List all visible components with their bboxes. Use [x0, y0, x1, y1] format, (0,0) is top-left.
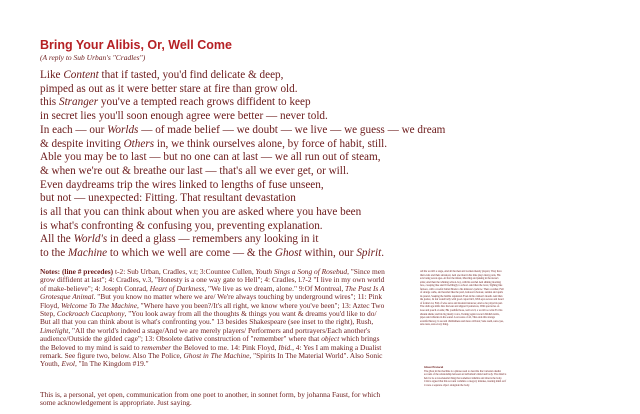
poem-line: pimped as out as it were better stare at fire than grow old.: [40, 82, 298, 95]
poem-line: is what's confronting & confusing you, preventing explanation.: [40, 219, 323, 232]
poem-line: & despite inviting Others in, we think ourselves alone, by force of habit, still.: [40, 137, 388, 150]
dualism-inset: [424, 366, 508, 402]
poem-line: in secret lies you'll soon enough agree were better — never told.: [40, 110, 328, 123]
emphasized-word: Stranger: [58, 96, 99, 109]
cited-title: Heart of Darkness: [149, 283, 205, 293]
dualism-inset-title: Ghost Protocol: [424, 366, 444, 369]
cited-title: Limelight: [40, 325, 69, 335]
dualism-inset-text: The ghost in the machine is a phrase used to describe the Cartesian dualist account of the relationship between an individual's mind and body. The mind is held to be a non-material thing that somehow inhabits and directs the body. Critics argued that this account commits a category mistake, treating mind as if it were a separate object alongside the body.: [424, 369, 507, 387]
poem-subtitle: (A reply to Sub Urban's "Cradles"): [40, 53, 146, 62]
notes-section: [40, 268, 386, 369]
cited-title: Ghost in The Machine: [183, 351, 250, 361]
cited-title: remember: [141, 342, 172, 352]
cited-title: Ibid.: [278, 342, 293, 352]
poem-line: but not — unexpected: Fitting. That resultant devastation: [40, 192, 296, 205]
poem-line: & when we're out & breathe our last — that's all we ever get, or will.: [40, 164, 349, 177]
emphasized-word: World's: [73, 233, 108, 246]
poem-line: to the Machine to which we well are come — & the Ghost within, our Spirit.: [40, 247, 384, 260]
cited-title: Cockroach Cacaphony: [56, 309, 125, 319]
cited-title: Welcome To The Machine: [60, 300, 137, 310]
cited-title: The Past Is A Grotesque Animal: [40, 283, 385, 302]
emphasized-word: Ghost: [274, 247, 302, 260]
poem-line: Even daydreams trip the wires linked to lengths of fuse unseen,: [40, 178, 324, 191]
emphasized-word: Others: [123, 137, 155, 150]
poem-title: Bring Your Alibis, Or, Well Come: [40, 38, 232, 52]
notes-body: t-2: Sub Urban, Cradles, v.t; 3:Countee Cullen, Youth Sings a Song of Rosebud, "Since men grow diffident at last"; 4: Cradles, v.3, "Honesty is a one way gate to Hell"; 4: Cradles, l.?-2 "I live in my own world of make-believe"; 4: Joseph Conrad, Heart of Darkness, "We live as we dream, alone." 9:Of Montreal, The Past Is A Grotesque Animal. "But you know no matter where we are/ We're always touching by underground wires"; 11: Pink Floyd, Welcome To The Machine, "Where have you been?/It's all right, we know where you've been"; 13: Aztec Two Step, Cockroach Cacaphony, "You look away from all the thoughts & things you want & dreams you'd like to do/ But all that you can think about is what's confronting you." 13 besides Shakespeare (see inset to the right), Rush, Limelight, "All the world's indeed a stage/And we are merely players/ Performers and portrayers/Each another's audience/Outside the gilded cage"; 13: Obsolete dative construction of "remember" where that object which brings the Beloved to my mind is said to remember the Beloved to me. 14: Pink Floyd, Ibid., 4: Yes I am making a Dualist remark. See figure two, below. Also The Police, Ghost in The Machine, "Spirits In The Material World". Also Sonic Youth, Evol, "In The Kingdom #19.": [40, 267, 385, 369]
notes-heading: Notes: (line # precedes): [40, 267, 114, 276]
emphasized-word: Spirit: [356, 247, 382, 260]
cited-title: object: [321, 334, 340, 344]
poem-line: this Stranger you've a tempted reach grows diffident to keep: [40, 96, 311, 109]
cited-title: Youth Sings a Song of Rosebud: [255, 267, 348, 276]
poem-line: is all that you can think about when you are asked where you have been: [40, 206, 362, 219]
poem-body: [40, 69, 640, 261]
poem-line: Like Content that if tasted, you'd find delicate & deep,: [40, 69, 284, 81]
poem-line: All the World's in deed a glass — remembers any looking in it: [40, 233, 319, 246]
closing-note: This is, a personal, yet open, communication from one poet to another, in sonnet form, by johanna Faust, for which some acknowledgement is appropriate. Just saying.: [40, 390, 381, 408]
poem-line: In each — our Worlds — of made belief — we doubt — we live — we guess — we dream: [40, 123, 446, 136]
emphasized-word: Worlds: [107, 123, 139, 136]
cited-title: Evol: [61, 359, 75, 369]
emphasized-word: Content: [63, 69, 99, 81]
poem-line: Able you may be to last — but no one can at last — we all run out of steam,: [40, 151, 381, 164]
shakespeare-inset: All the world's a stage, And all the men and women merely players; They have their exits and their entrances; And one man in his time plays many parts, His acts being seven ages. At first the infant, Mewling and puking in the nurse's arms; And then the whining school-boy, with his satchel And shining morning face, creeping like snail Unwillingly to school. And then the lover, Sighing like furnace, with a woeful ballad Made to his mistress' eyebrow. Then a soldier, Full of strange oaths, and bearded like the pard, Jealous in honour, sudden and quick in quarrel, Seeking the bubble reputation Even in the cannon's mouth. And then the justice, In fair round belly with good capon lin'd, With eyes severe and beard of formal cut, Full of wise saws and modern instances; And so he plays his part. The sixth age shifts Into the lean and slipper'd pantaloon, With spectacles on nose and pouch on side; His youthful hose, well sav'd, a world too wide For his shrunk shank; and his big manly voice, Turning again toward childish treble, pipes And whistles in his sound. Last scene of all, That ends this strange eventful history, Is second childishness and mere oblivion; Sans teeth, sans eyes, sans taste, sans every thing.: [420, 270, 504, 327]
emphasized-word: Machine: [67, 247, 108, 260]
